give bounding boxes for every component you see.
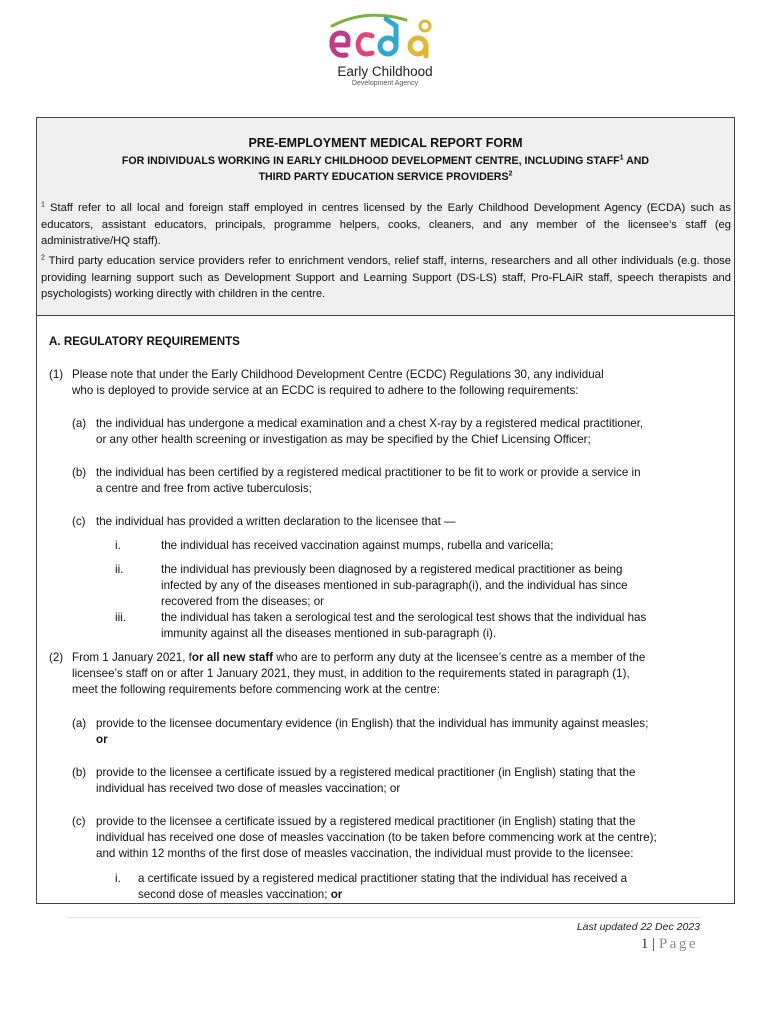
item-2c-i-line1: a certificate issued by a registered medical practitioner stating that the individual has received a bbox=[138, 872, 628, 885]
footnote-mark-1: 1 bbox=[41, 201, 45, 209]
ecda-logo bbox=[300, 12, 470, 92]
para2-line2: licensee’s staff on or after 1 January 2021, they must, in addition to the requirements stated in paragraph (1), bbox=[72, 667, 630, 680]
item-2c-label: (c) bbox=[72, 815, 86, 828]
para2-number: (2) bbox=[49, 651, 64, 664]
para2-line3: meet the following requirements before commencing work at the centre: bbox=[72, 683, 440, 696]
item-b-label: (b) bbox=[72, 466, 87, 479]
subtitle1-text: FOR INDIVIDUALS WORKING IN EARLY CHILDHOOD DEVELOPMENT CENTRE, INCLUDING STAFF bbox=[121, 155, 620, 167]
item-2c-line1: provide to the licensee a certificate issued by a registered medical practitioner (in English) stating that the bbox=[96, 815, 636, 828]
item-c-iii-line1: the individual has taken a serological test and the serological test shows that the individual has bbox=[161, 611, 647, 624]
subtitle1-end: AND bbox=[623, 155, 650, 167]
form-subtitle-line1 bbox=[37, 155, 734, 167]
item-c-line1: the individual has provided a written declaration to the licensee that — bbox=[96, 515, 456, 528]
item-c-i-label: i. bbox=[115, 539, 121, 552]
item-c-ii-line2: infected by any of the diseases mentioned in sub-paragraph(i), and the individual has since bbox=[161, 579, 628, 592]
logo-subtitle: Development Agency bbox=[351, 80, 419, 87]
page-number bbox=[641, 936, 698, 953]
item-c-ii-line1: the individual has previously been diagnosed by a registered medical practitioner as being bbox=[161, 563, 623, 576]
item-2b-label: (b) bbox=[72, 766, 87, 779]
item-2b-line2: individual has received two dose of measles vaccination; or bbox=[96, 782, 401, 795]
item-2c-i-line2 bbox=[138, 887, 342, 903]
item-c-iii-label: iii. bbox=[115, 611, 126, 624]
item-a-line2: or any other health screening or investigation as may be specified by the Chief Licensing Officer; bbox=[96, 433, 591, 446]
item-2a-line1: provide to the licensee documentary evidence (in English) that the individual has immunity against measles; bbox=[96, 717, 649, 730]
footer-divider bbox=[68, 917, 700, 918]
item-c-ii-line3: recovered from the diseases; or bbox=[161, 595, 325, 608]
page-word: Page bbox=[658, 936, 698, 952]
item-2c-i-line2-text: second dose of measles vaccination; bbox=[138, 888, 331, 901]
footnote-third-party bbox=[41, 253, 731, 303]
item-c-ii-label: ii. bbox=[115, 563, 124, 576]
item-2c-i-or: or bbox=[330, 888, 343, 901]
para2-line1 bbox=[72, 650, 645, 666]
footnote-ref-1: 1 bbox=[619, 154, 624, 162]
footnote-ref-2: 2 bbox=[508, 170, 513, 178]
subtitle2-text: THIRD PARTY EDUCATION SERVICE PROVIDERS bbox=[258, 171, 509, 183]
item-2a-label: (a) bbox=[72, 717, 87, 730]
form-subtitle-line2 bbox=[37, 171, 734, 183]
item-2c-line3: and within 12 months of the first dose of measles vaccination, the individual must provide to the licensee: bbox=[96, 847, 634, 860]
item-2c-line2: individual has received one dose of measles vaccination (to be taken before commencing work at the centre); bbox=[96, 831, 657, 844]
para1-line2: who is deployed to provide service at an ECDC is required to adhere to the following requirements: bbox=[72, 384, 579, 397]
item-c-iii-line2: immunity against all the diseases mentioned in sub-paragraph (i). bbox=[161, 627, 497, 640]
item-b-line2: a centre and free from active tuberculosis; bbox=[96, 482, 312, 495]
footnote-third-party-text: Third party education service providers refer to enrichment vendors, relief staff, interns, researchers and all other individuals (e.g. those providing learning support such as Development Support and Learning Support (DS-LS) staff, Pro-FLAiR staff, speech therapists and psychologists) working directly with children in the centre. bbox=[41, 255, 731, 300]
para1-line1: Please note that under the Early Childhood Development Centre (ECDC) Regulations 30, any individual bbox=[72, 368, 604, 381]
item-a-line1: the individual has undergone a medical examination and a chest X-ray by a registered medical practitioner, bbox=[96, 417, 644, 430]
last-updated: Last updated 22 Dec 2023 bbox=[576, 921, 700, 933]
item-2b-line1: provide to the licensee a certificate issued by a registered medical practitioner (in English) stating that the bbox=[96, 766, 636, 779]
footnote-staff-text: Staff refer to all local and foreign staff employed in centres licensed by the Early Childhood Development Agency (ECDA) such as educators, assistant educators, principals, programme helpers, cooks, cleaners, and any member of the licensee’s staff (eg administrative/HQ staff). bbox=[41, 202, 731, 247]
requirements-box bbox=[36, 316, 735, 904]
item-c-label: (c) bbox=[72, 515, 86, 528]
item-a-label: (a) bbox=[72, 417, 87, 430]
item-2a-or: or bbox=[96, 733, 108, 746]
logo-name: Early Childhood bbox=[337, 64, 433, 79]
item-2c-i-label: i. bbox=[115, 872, 121, 885]
ecda-logo-mark bbox=[326, 12, 444, 64]
form-title: PRE-EMPLOYMENT MEDICAL REPORT FORM bbox=[248, 136, 523, 150]
section-title: A. REGULATORY REQUIREMENTS bbox=[49, 335, 240, 348]
para2-post: who are to perform any duty at the licensee’s centre as a member of the bbox=[273, 651, 646, 664]
para1-number: (1) bbox=[49, 368, 64, 381]
page-number-value: 1 bbox=[640, 936, 649, 952]
para2-pre: From 1 January 2021, f bbox=[72, 651, 192, 664]
footnote-staff bbox=[41, 200, 731, 250]
form-header-box bbox=[36, 117, 735, 316]
page-separator: | bbox=[652, 936, 656, 952]
item-b-line1: the individual has been certified by a registered medical practitioner to be fit to work or provide a service in bbox=[96, 466, 641, 479]
para2-bold: or all new staff bbox=[191, 651, 274, 664]
item-c-i-text: the individual has received vaccination against mumps, rubella and varicella; bbox=[161, 539, 554, 552]
footnote-mark-2: 2 bbox=[41, 254, 45, 262]
